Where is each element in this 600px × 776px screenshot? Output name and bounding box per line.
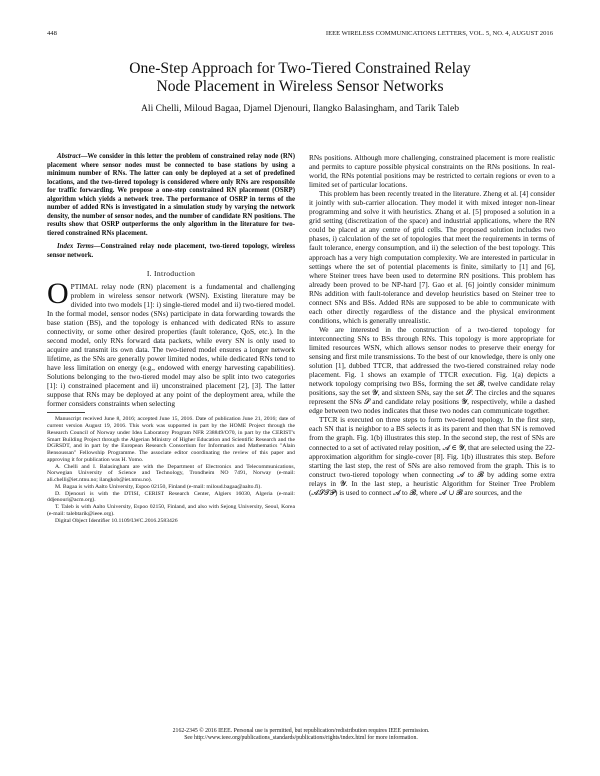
page-number: 448 — [47, 30, 57, 37]
footnote-taleb: T. Taleb is with Aalto University, Espoo 02150, Finland, and also with Sejong University, Seoul, Korea (e-mail: talebtarik@ieee.org). — [47, 504, 295, 517]
right-paragraph-3: We are interested in the construction of a two-tiered topology for interconnecting SNs to BSs through RNs. This topology is more appropriate for limited resources WSN, which allows sensor nodes to preserve their energy for sensing and first mile transmissions. To the best of our knowledge, there is only one solution [1], dubbed TTCR, that addressed the two-tiered constrained relay node placement. Fig. 1 shows an example of TTCR execution. Fig. 1(a) depicts a network topology comprising two BSs, forming the set 𝓑, twelve candidate relay positions, say the set 𝓨, and sixteen SNs, say the set 𝓢. The circles and the squares represent the SNs 𝓢 and candidate relay positions 𝓨, respectively, while a dashed edge between two nodes indicates that these two nodes can communicate together. — [309, 324, 555, 416]
right-paragraph-4: TTCR is executed on three steps to form two-tiered topology. In the first step, each SN that is neighbor to a BS selects it as its parent and then that SN is removed from the graph. Fig. 1(b) illustrates this step. In the second step, the rest of SNs are connected to a set of activated relay position, 𝓐 ∈ 𝓨, that are selected using the 22-approximation algorithm for single-cover [8]. Fig. 1(b) illustrates this step. Before starting the last step, the rest of SNs are also removed from the graph. This is to construct two-tiered topology when connecting 𝓐 to 𝓑 by adding some extra relays in 𝓨. In the last step, a heuristic Algorithm for Steiner Tree Problem (𝓐𝓢𝓣𝓟) is used to connect 𝓐 to 𝓑, where 𝓐 ∪ 𝓑 are sources, and the — [309, 415, 555, 497]
drop-cap: O — [47, 276, 69, 310]
section-heading-introduction: I. Introduction — [146, 268, 196, 278]
author-list: Ali Chelli, Miloud Bagaa, Djamel Djenouri, Ilangko Balasingham, and Tarik Taleb — [140, 103, 460, 114]
index-terms-lead: Index Terms — [57, 243, 94, 251]
footnote-chelli: A. Chelli and I. Balasingham are with the Department of Electronics and Telecommunications, Norwegian University of Science and Technology, Trondheim NO 7491, Norway (e-mail: ali.chelli@iet.ntnu.no; ilangkob@iet.ntnu.no). — [47, 463, 295, 484]
footnote-djenouri: D. Djenouri is with the DTISI, CERIST Research Center, Algiers 16030, Algeria (e-mail: ddjenouri@acm.org). — [47, 490, 295, 504]
title-line-2: Node Placement in Wireless Sensor Networks — [156, 78, 444, 95]
abstract-text: —We consider in this letter the problem of constrained relay node (RN) placement where sensor nodes must be connected to base stations by using a minimum number of RNs. The latter can only be deployed at a set of predefined locations, and the two-tiered topology is considered where only RNs are responsible for traffic forwarding. We propose a one-step constrained RN placement (OSRP) algorithm which yields a network tree. The performance of OSRP in terms of the number of added RNs is investigated in a simulation study by varying the network density, the number of sensor nodes, and the number of candidate RN positions. The results show that OSRP outperforms the only algorithm in the literature for two-tiered constrained RNs placement. — [47, 153, 295, 237]
footer-line-1: 2162-2345 © 2016 IEEE. Personal use is permitted, but republication/redistribution requires IEEE permission. — [172, 728, 430, 734]
right-paragraph-2: This problem has been recently treated in the literature. Zheng et al. [4] consider it jointly with sub-carrier allocation. They model it with mixed integer non-linear programming and solve it with heuristics. Zhang et al. [5] proposed a solution in a grid setting (discretization of the space) and industrial applications, where the RN could be placed at any centre of grid cells. The proposed solution includes two phases, i) calculation of the set of topologies that meet the requirements in terms of fault tolerance, energy consumption, and ii) the selection of the best topology. This approach has a very high computation complexity. We are interested in particular in settings where the set of potential placements is finite, similarly to [1] and [6], where Steiner trees have been used to determine RN positions. This problem has already been proved to be NP-hard [7]. Gao et al. [6] jointly consider minimum RNs addition with fault-tolerance and develop heuristics based on Steiner tree to connect SNs and BSs. Added RNs are supposed to be able to communicate with each other directly regardless of the distance and the physical environment conditions, which is generally unrealistic. — [309, 189, 555, 325]
footnotes — [47, 416, 295, 524]
footnote-manuscript: Manuscript received June 8, 2016; accepted June 15, 2016. Date of publication June 21, 2016; date of current version August 19, 2016. This work was supported in part by the HOME Project through the Research Council of Norway under Idea Laboratory Program NFR 238849/O70, in part by the CERIST's Smart Building Project through the Algerian Ministry of Higher Education and Scientific Research and the DGRSDT, and in part by the European Research Consortium for Informatics and Mathematics "Alain Bensoussan" Fellowship Programme. The associate editor coordinating the review of this paper and approving it for publication was H. Yomo. — [47, 416, 295, 463]
abstract-lead: Abstract — [57, 153, 81, 160]
footnote-doi: Digital Object Identifier 10.1109/LWC.2016.2583426 — [55, 517, 178, 524]
index-terms-text: —Constrained relay node placement, two-tiered topology, wireless sensor network. — [47, 243, 295, 260]
intro-paragraph — [47, 276, 295, 409]
abstract — [47, 153, 295, 238]
paper-title — [60, 60, 540, 96]
footnote-rule — [47, 412, 85, 413]
title-line-1: One-Step Approach for Two-Tiered Constrained Relay — [129, 60, 471, 77]
right-column — [309, 153, 555, 497]
footnote-bagaa: M. Bagaa is with Aalto University, Espoo 02150, Finland (e-mail: miloud.bagaa@aalto.fi). — [55, 483, 262, 490]
index-terms — [47, 243, 295, 260]
journal-header: IEEE WIRELESS COMMUNICATIONS LETTERS, VOL. 5, NO. 4, AUGUST 2016 — [325, 30, 553, 37]
copyright-footer — [47, 728, 555, 742]
right-paragraph-1: RNs positions. Although more challenging, constrained placement is more realistic and permits to capture possible physical constraints on the RNs positions. In real-world, the RNs potential positions may be restricted to certain regions or even to a limited set of particular locations. — [309, 153, 555, 190]
footer-line-2: See http://www.ieee.org/publications_standards/publications/rights/index.html for more information. — [184, 735, 418, 741]
left-column — [47, 153, 295, 524]
intro-text: PTIMAL relay node (RN) placement is a fundamental and challenging problem in wireless sensor network (WSN). Existing literature may be divided into two models [1]: i) single-tiered model and ii) two-tiered model. In the formal model, sensor nodes (SNs) participate in data forwarding towards the base station (BS), and the topology is enhanced with dedicated RNs to assure connectivity, or some other desired properties (fault tolerance, QoS, etc.). In the second model, only RNs forward data packets, while every SN is only used to acquire and transmit its own data. The two-tiered model ensures a longer network lifetime, as the SNs are generally power limited nodes, while dedicated RNs tend to have less limitation on energy (e.g., endowed with energy harvesting capabilities). Solutions belonging to the two-tiered model may also be split into two categories [1]: i) constrained placement and ii) unconstrained placement [2], [3]. The latter suppose that RNs may be deployed at any point of the deployment area, while the former considers constraints when selecting — [47, 281, 295, 409]
